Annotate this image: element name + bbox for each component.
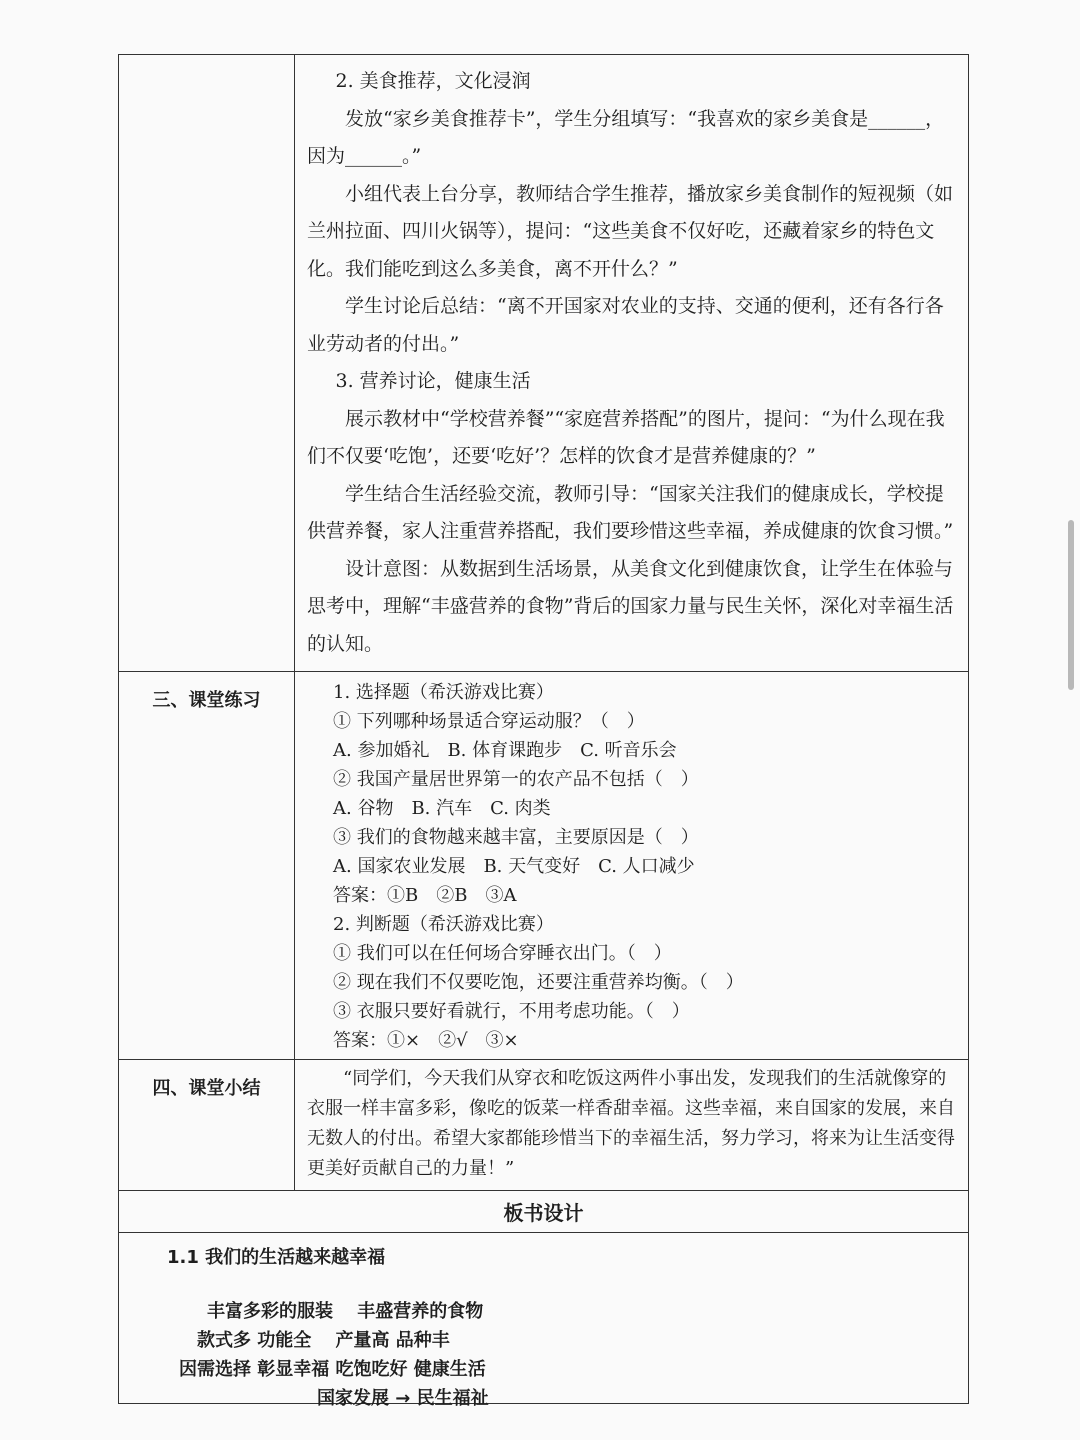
practice-line: 2. 判断题（希沃游戏比赛） xyxy=(333,914,554,935)
board-line-2: 款式多 功能全 产量高 品种丰 xyxy=(197,1330,450,1351)
step-2-heading: 2. 美食推荐，文化浸润 xyxy=(335,70,531,92)
board-design-cell xyxy=(119,1233,969,1409)
paragraph-teacher-guide: 学生结合生活经验交流，教师引导：“国家关注我们的健康成长，学校提供营养餐，家人注重营养搭配，我们要珍惜这些幸福，养成健康的饮食习惯。” xyxy=(307,482,954,542)
practice-line: 答案：①× ②√ ③× xyxy=(333,1030,519,1051)
practice-line: ② 我国产量居世界第一的农产品不包括（ ） xyxy=(333,769,699,790)
row-summary xyxy=(119,1060,969,1191)
practice-line: A. 谷物 B. 汽车 C. 肉类 xyxy=(333,798,551,819)
practice-line: ③ 我们的食物越来越丰富，主要原因是（ ） xyxy=(333,827,699,848)
practice-line: ① 我们可以在任何场合穿睡衣出门。（ ） xyxy=(333,943,672,964)
paragraph-discussion-summary: 学生讨论后总结：“离不开国家对农业的支持、交通的便利，还有各行各业劳动者的付出。” xyxy=(307,295,944,355)
row-board-heading xyxy=(119,1191,969,1233)
practice-label: 三、课堂练习 xyxy=(119,672,295,1060)
board-line-1: 丰富多彩的服装 丰盛营养的食物 xyxy=(207,1301,484,1322)
practice-line: ① 下列哪种场景适合穿运动服？（ ） xyxy=(333,711,645,732)
board-line-4: 国家发展 → 民生福祉 xyxy=(317,1388,489,1409)
practice-line: A. 国家农业发展 B. 天气变好 C. 人口减少 xyxy=(333,856,695,877)
row-activity xyxy=(119,55,969,672)
summary-label: 四、课堂小结 xyxy=(119,1060,295,1191)
paragraph-food-card: 发放“家乡美食推荐卡”，学生分组填写：“我喜欢的家乡美食是______，因为______。” xyxy=(307,107,945,167)
practice-content-cell xyxy=(295,672,969,1060)
practice-line: 答案：①B ②B ③A xyxy=(333,885,517,906)
summary-text: “同学们，今天我们从穿衣和吃饭这两件小事出发，发现我们的生活就像穿的衣服一样丰富多彩，像吃的饭菜一样香甜幸福。这些幸福，来自国家的发展，来自无数人的付出。希望大家都能珍惜当下的幸福生活，努力学习，将来为让生活变得更美好贡献自己的力量！” xyxy=(307,1068,955,1179)
paragraph-design-intent: 设计意图：从数据到生活场景，从美食文化到健康饮食，让学生在体验与思考中，理解“丰盛营养的食物”背后的国家力量与民生关怀，深化对幸福生活的认知。 xyxy=(307,557,954,655)
practice-line: A. 参加婚礼 B. 体育课跑步 C. 听音乐会 xyxy=(333,740,677,761)
activity-content-cell xyxy=(295,55,969,672)
board-title: 1.1 我们的生活越来越幸福 xyxy=(167,1247,386,1268)
practice-line: 1. 选择题（希沃游戏比赛） xyxy=(333,682,554,703)
board-line-3: 因需选择 彰显幸福 吃饱吃好 健康生活 xyxy=(179,1359,486,1380)
paragraph-share: 小组代表上台分享，教师结合学生推荐，播放家乡美食制作的短视频（如兰州拉面、四川火锅等），提问：“这些美食不仅好吃，还藏着家乡的特色文化。我们能吃到这么多美食，离不开什么？” xyxy=(307,182,954,280)
practice-line: ② 现在我们不仅要吃饱，还要注重营养均衡。（ ） xyxy=(333,972,744,993)
summary-content-cell xyxy=(295,1060,969,1191)
paragraph-nutrition-question: 展示教材中“学校营养餐”“家庭营养搭配”的图片，提问：“为什么现在我们不仅要‘吃饱’，还要‘吃好’？怎样的饮食才是营养健康的？” xyxy=(307,407,945,467)
step-3-heading: 3. 营养讨论，健康生活 xyxy=(335,370,531,392)
row-board xyxy=(119,1233,969,1404)
scrollbar-thumb[interactable] xyxy=(1068,520,1074,690)
lesson-plan-table xyxy=(118,54,969,1409)
label-cell-empty xyxy=(119,55,295,672)
board-heading: 板书设计 xyxy=(119,1191,969,1233)
row-practice xyxy=(119,672,969,1060)
practice-line: ③ 衣服只要好看就行，不用考虑功能。（ ） xyxy=(333,1001,690,1022)
